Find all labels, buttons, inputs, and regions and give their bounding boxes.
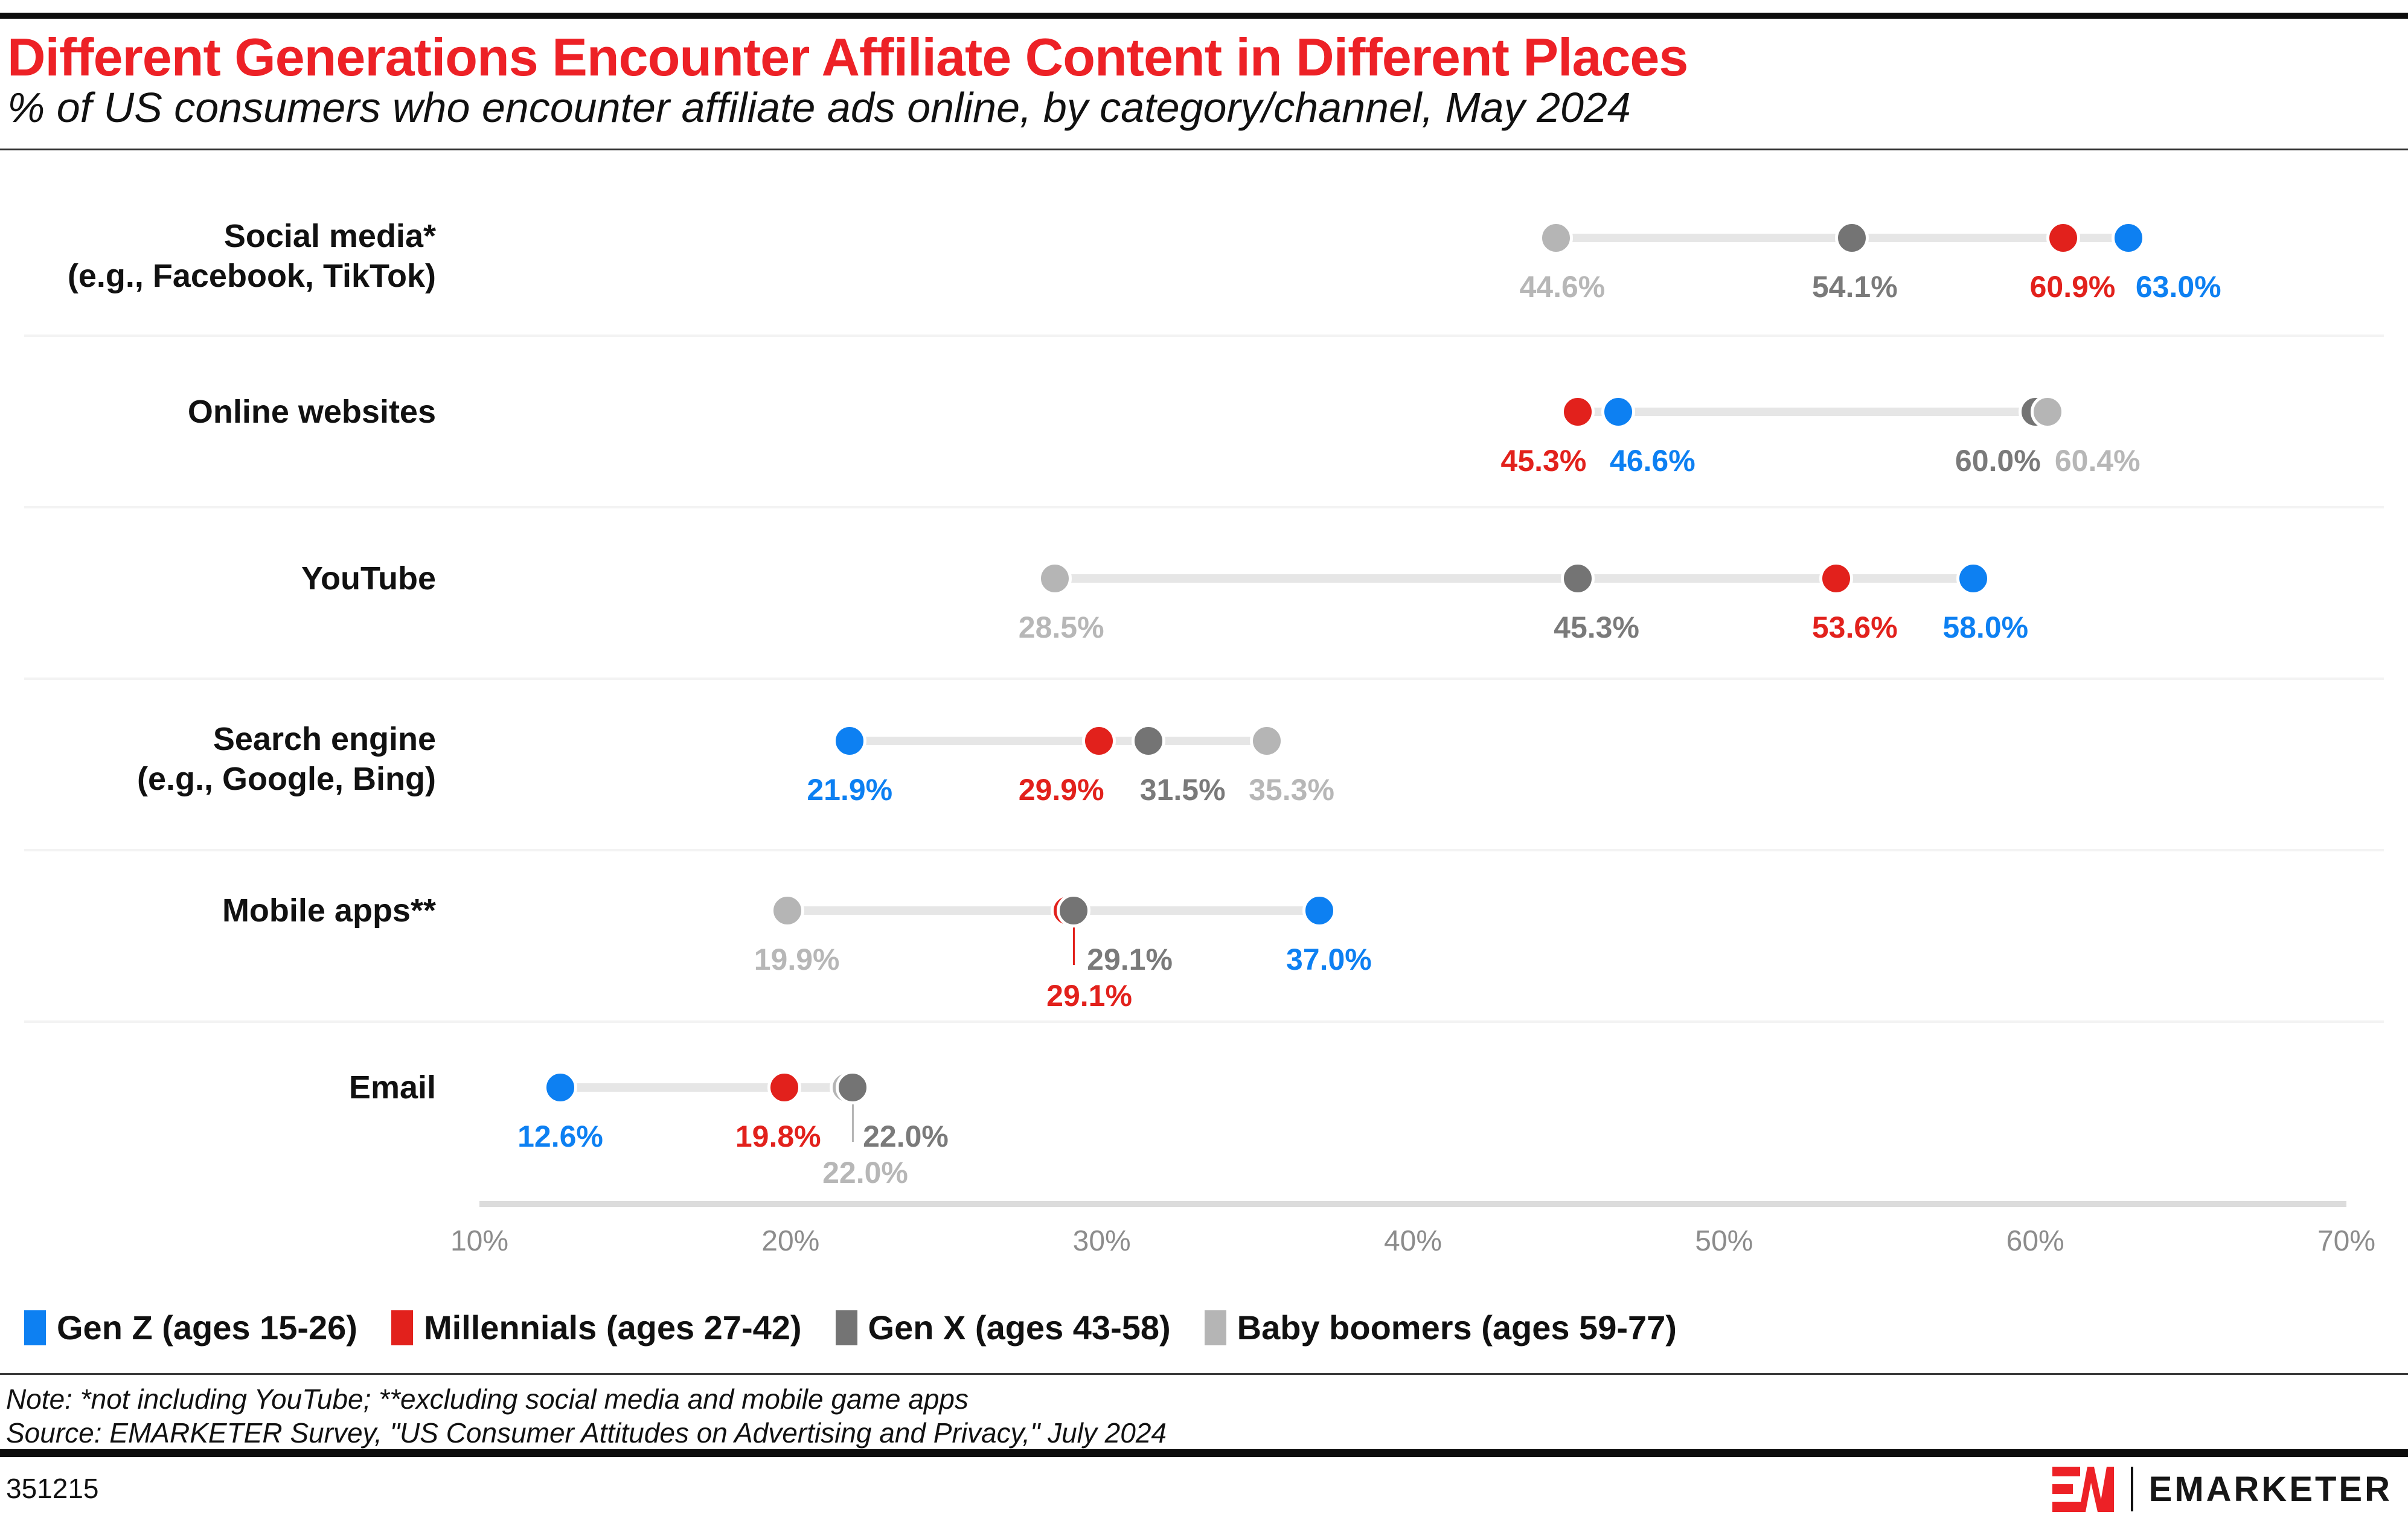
x-axis-tick: 60% bbox=[2006, 1225, 2064, 1257]
legend-label: Gen X (ages 43-58) bbox=[868, 1308, 1171, 1347]
value-label-baby_boomers: 19.9% bbox=[754, 943, 840, 976]
row-label-line: Search engine bbox=[213, 721, 436, 757]
x-axis-tick: 70% bbox=[2317, 1225, 2376, 1257]
row-label bbox=[0, 891, 436, 930]
connector-line bbox=[560, 1083, 853, 1092]
value-label-millennials: 19.8% bbox=[735, 1119, 821, 1153]
dot-millennials bbox=[1819, 562, 1853, 595]
legend-label: Millennials (ages 27-42) bbox=[423, 1308, 802, 1347]
x-axis-line bbox=[479, 1201, 2346, 1207]
row-label-line: YouTube bbox=[301, 560, 436, 597]
legend-swatch-icon bbox=[1205, 1310, 1226, 1345]
dot-gen_z bbox=[1601, 395, 1635, 429]
leader-line bbox=[852, 1104, 854, 1142]
value-label-gen_z: 46.6% bbox=[1609, 444, 1696, 478]
value-label-millennials: 29.1% bbox=[1046, 979, 1132, 1013]
x-axis-tick: 40% bbox=[1383, 1225, 1443, 1257]
chart-legend bbox=[24, 1308, 1677, 1347]
source-note: Source: EMARKETER Survey, "US Consumer Attitudes on Advertising and Privacy," July 2024 bbox=[6, 1417, 1167, 1449]
value-label-millennials: 53.6% bbox=[1811, 610, 1898, 644]
row-separator bbox=[24, 1020, 2384, 1023]
row-label bbox=[0, 216, 436, 296]
dot-baby_boomers bbox=[1250, 724, 1284, 758]
row-label-line: Online websites bbox=[187, 394, 436, 430]
x-axis-tick: 30% bbox=[1072, 1225, 1131, 1257]
legend-item bbox=[1205, 1308, 1677, 1347]
dot-gen_x bbox=[1835, 221, 1869, 255]
value-label-gen_z: 12.6% bbox=[517, 1119, 603, 1153]
value-label-gen_x: 22.0% bbox=[863, 1119, 949, 1153]
value-label-baby_boomers: 35.3% bbox=[1249, 773, 1334, 807]
value-label-baby_boomers: 28.5% bbox=[1018, 610, 1104, 644]
connector-line bbox=[850, 737, 1267, 745]
dot-millennials bbox=[2046, 221, 2080, 255]
dot-baby_boomers bbox=[2031, 395, 2064, 429]
brand-name: EMARKETER bbox=[2148, 1469, 2392, 1509]
legend-swatch-icon bbox=[391, 1310, 413, 1345]
value-label-millennials: 60.9% bbox=[2029, 270, 2116, 304]
value-label-gen_x: 31.5% bbox=[1139, 773, 1226, 807]
value-label-gen_z: 21.9% bbox=[807, 773, 893, 807]
x-axis-tick: 50% bbox=[1695, 1225, 1753, 1257]
value-label-gen_z: 37.0% bbox=[1286, 943, 1372, 976]
dot-gen_z bbox=[543, 1071, 577, 1104]
value-label-gen_x: 54.1% bbox=[1811, 270, 1898, 304]
row-label-line: (e.g., Facebook, TikTok) bbox=[67, 258, 436, 294]
dot-gen_x bbox=[836, 1071, 869, 1104]
value-label-baby_boomers: 22.0% bbox=[822, 1156, 908, 1190]
emarketer-logo bbox=[2052, 1466, 2392, 1512]
legend-swatch-icon bbox=[836, 1310, 857, 1345]
dot-baby_boomers bbox=[1038, 562, 1072, 595]
x-axis-tick: 20% bbox=[761, 1225, 820, 1257]
dot-gen_x bbox=[1132, 724, 1165, 758]
row-label bbox=[0, 559, 436, 598]
legend-label: Gen Z (ages 15-26) bbox=[57, 1308, 357, 1347]
bottom-black-bar bbox=[0, 1449, 2408, 1457]
row-label bbox=[0, 1068, 436, 1107]
legend-item bbox=[24, 1308, 357, 1347]
dot-gen_z bbox=[1302, 894, 1336, 927]
row-label-line: (e.g., Google, Bing) bbox=[137, 761, 436, 797]
notes-divider bbox=[0, 1373, 2408, 1375]
dot-millennials bbox=[1561, 395, 1595, 429]
chart-subtitle: % of US consumers who encounter affiliate ads online, by category/channel, May 2024 bbox=[7, 84, 1631, 131]
value-label-baby_boomers: 60.4% bbox=[2054, 444, 2141, 478]
value-label-millennials: 45.3% bbox=[1500, 444, 1587, 478]
row-label-line: Email bbox=[348, 1069, 436, 1106]
row-separator bbox=[24, 849, 2384, 851]
value-label-gen_x: 29.1% bbox=[1087, 943, 1173, 976]
x-axis-tick: 10% bbox=[450, 1225, 509, 1257]
legend-item bbox=[836, 1308, 1171, 1347]
row-separator bbox=[24, 506, 2384, 508]
leader-line bbox=[1073, 927, 1075, 965]
legend-item bbox=[391, 1308, 802, 1347]
value-label-millennials: 29.9% bbox=[1018, 773, 1104, 807]
dot-millennials bbox=[767, 1071, 801, 1104]
row-label-line: Social media* bbox=[223, 218, 436, 254]
row-separator bbox=[24, 335, 2384, 337]
chart-title: Different Generations Encounter Affiliate Content in Different Places bbox=[7, 27, 1688, 87]
value-label-gen_x: 45.3% bbox=[1554, 610, 1639, 644]
row-label-line: Mobile apps** bbox=[222, 892, 436, 929]
dot-baby_boomers bbox=[770, 894, 804, 927]
row-separator bbox=[24, 677, 2384, 680]
dot-gen_z bbox=[833, 724, 866, 758]
value-label-gen_x: 60.0% bbox=[1955, 444, 2041, 478]
dot-gen_z bbox=[2112, 221, 2145, 255]
dot-gen_x bbox=[1057, 894, 1090, 927]
dot-gen_x bbox=[1561, 562, 1595, 595]
em-logo-icon bbox=[2052, 1466, 2115, 1512]
dot-baby_boomers bbox=[1539, 221, 1573, 255]
legend-label: Baby boomers (ages 59-77) bbox=[1237, 1308, 1677, 1347]
legend-swatch-icon bbox=[24, 1310, 46, 1345]
footnote: Note: *not including YouTube; **excluding social media and mobile game apps bbox=[6, 1383, 969, 1415]
row-label bbox=[0, 719, 436, 799]
row-label bbox=[0, 392, 436, 432]
logo-divider bbox=[2131, 1467, 2133, 1511]
value-label-baby_boomers: 44.6% bbox=[1519, 270, 1606, 304]
value-label-gen_z: 63.0% bbox=[2135, 270, 2221, 304]
dot-millennials bbox=[1082, 724, 1116, 758]
value-label-gen_z: 58.0% bbox=[1942, 610, 2029, 644]
connector-line bbox=[1578, 408, 2048, 416]
chart-id: 351215 bbox=[6, 1473, 99, 1504]
dot-gen_z bbox=[1956, 562, 1990, 595]
